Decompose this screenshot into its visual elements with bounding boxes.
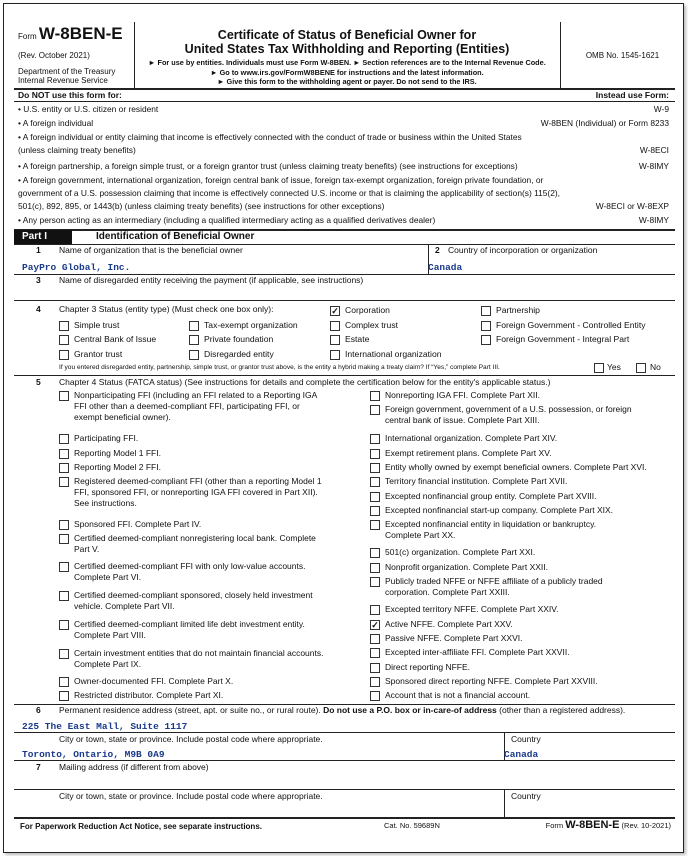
chapter4-checkbox[interactable] [370,405,380,415]
hybrid-no-checkbox[interactable] [636,363,646,373]
line3-number: 3 [36,275,41,285]
form-title-2: United States Tax Withholding and Reporting (Entities) [184,42,510,56]
chapter4-checkbox[interactable] [59,691,69,701]
chapter4-option-label: Certified deemed-compliant limited life debt investment entity. [74,619,305,629]
chapter3-checkbox[interactable] [330,335,340,345]
chapter4-option-label: Nonprofit organization. Complete Part XXII. [385,562,548,572]
chapter4-option-label: International organization. Complete Part XIV. [385,433,558,443]
do-not-use-row-text: government of a U.S. possession claiming that income is effectively connected U.S. income or that is claiming the applicability of section(s) 115(2), [18,188,560,198]
do-not-use-row-text: • A foreign individual [18,118,94,128]
line6-label [59,706,625,716]
chapter4-checkbox[interactable] [59,534,69,544]
country-value[interactable]: Canada [504,749,539,760]
chapter4-checkbox[interactable] [370,605,380,615]
line3-label: Name of disregarded entity receiving the payment (if applicable, see instructions) [59,275,364,285]
chapter4-option-label: Restricted distributor. Complete Part XI. [74,690,224,700]
chapter3-option-label: Tax-exempt organization [204,320,298,330]
chapter3-option-label: Corporation [345,305,390,315]
footer-revision: (Rev. 10-2021) [621,821,671,830]
line2-number: 2 [435,245,440,255]
hybrid-no-label: No [650,362,661,372]
chapter4-option-label: Excepted nonfinancial entity in liquidation or bankruptcy. [385,519,597,529]
chapter4-checkbox[interactable] [370,677,380,687]
chapter3-option-label: Disregarded entity [204,349,274,359]
chapter4-option-label: Owner-documented FFI. Complete Part X. [74,676,234,686]
chapter4-checkbox[interactable] [59,391,69,401]
line6-label-part-b: Do not use a P.O. box or in-care-of address [323,705,497,715]
do-not-use-row-text: 501(c), 892, 895, or 1443(b) (unless claiming treaty benefits) (see instructions for other exceptions) [18,201,385,211]
chapter4-option-label: 501(c) organization. Complete Part XXI. [385,547,536,557]
chapter4-checkbox[interactable] [370,449,380,459]
chapter4-checkbox[interactable] [370,506,380,516]
chapter4-checkbox[interactable] [59,562,69,572]
chapter4-option-label: Complete Part VI. [74,572,142,582]
chapter4-checkbox[interactable] [59,520,69,530]
form-label [18,24,123,44]
chapter4-checkbox[interactable] [59,477,69,487]
catalog-number: Cat. No. 59689N [384,821,440,830]
department: Department of the Treasury [18,67,116,76]
chapter4-checkbox[interactable] [59,620,69,630]
chapter4-option-label: Registered deemed-compliant FFI (other than a reporting Model 1 [74,476,322,486]
line4-number: 4 [36,304,41,314]
form-title-1: Certificate of Status of Beneficial Owner for [217,28,477,42]
chapter4-checkbox[interactable] [370,663,380,673]
chapter3-option-label: Estate [345,334,370,344]
chapter4-option-label: Participating FFI. [74,433,139,443]
part1-tag: Part I [14,230,72,244]
chapter4-option-label: Reporting Model 2 FFI. [74,462,161,472]
chapter4-checkbox[interactable] [370,634,380,644]
hybrid-question: If you entered disregarded entity, partnership, simple trust, or grantor trust above, is the entity a hybrid making a treaty claim? If “Yes,” complete Part III. [59,364,500,371]
chapter4-checkbox[interactable]: ✓ [371,620,379,630]
chapter3-checkbox[interactable] [189,321,199,331]
chapter3-option-label: Grantor trust [74,349,123,359]
chapter4-checkbox[interactable] [59,434,69,444]
line7-label: Mailing address (if different from above) [59,762,209,772]
city-value[interactable]: Toronto, Ontario, M9B 0A9 [22,749,165,760]
chapter3-checkbox[interactable] [330,321,340,331]
chapter4-option-label: Foreign government, government of a U.S. possession, or foreign [385,404,632,414]
chapter4-option-label: Certified deemed-compliant sponsored, closely held investment [74,590,313,600]
chapter4-option-label: Sponsored direct reporting NFFE. Complete Part XXVIII. [385,676,598,686]
chapter4-option-label: Publicly traded NFFE or NFFE affiliate of a publicly traded [385,576,603,586]
omb-number: OMB No. 1545-1621 [585,51,660,60]
form-page [3,3,684,853]
chapter4-option-label: Certified deemed-compliant FFI with only low-value accounts. [74,561,306,571]
do-not-use-row-form: W-8BEN (Individual) or Form 8233 [540,118,669,128]
address-value[interactable]: 225 The East Mall, Suite 1117 [22,721,188,732]
chapter4-checkbox[interactable] [370,520,380,530]
line2-label: Country of incorporation or organization [448,245,598,255]
chapter4-checkbox[interactable] [59,591,69,601]
do-not-use-row-form: W-8ECI or W-8EXP [595,201,669,211]
do-not-use-row-form: W-8IMY [638,161,669,171]
line5-number: 5 [36,377,41,387]
chapter4-option-label: Excepted territory NFFE. Complete Part XXIV. [385,604,559,614]
header-note-2: ► Go to www.irs.gov/FormW8BENE for instructions and the latest information. [210,68,484,77]
chapter4-option-label: FFI, sponsored FFI, or nonreporting IGA FFI covered in Part XII). [74,487,318,497]
chapter4-option-label: Sponsored FFI. Complete Part IV. [74,519,202,529]
hybrid-yes-checkbox[interactable] [594,363,604,373]
footer-form-word: Form [545,821,564,830]
do-not-use-row-text: • A foreign individual or entity claiming that income is effectively connected with the conduct of trade or business within the United States [18,132,522,142]
chapter4-option-label: Excepted inter-affiliate FFI. Complete Part XXVII. [385,647,570,657]
chapter4-option-label: Certain investment entities that do not maintain financial accounts. [74,648,324,658]
line7-number: 7 [36,762,41,772]
chapter3-option-label: International organization [345,349,442,359]
chapter3-option-label: Partnership [496,305,540,315]
chapter3-option-label: Foreign Government - Integral Part [496,334,630,344]
line4-label: Chapter 3 Status (entity type) (Must check one box only): [59,304,274,314]
line6-label-part-a: Permanent residence address (street, apt. or suite no., or rural route). [59,705,324,715]
chapter4-option-label: Direct reporting NFFE. [385,662,471,672]
chapter4-option-label: Part V. [74,544,100,554]
chapter4-option-label: Nonparticipating FFI (including an FFI related to a Reporting IGA [74,390,318,400]
header-note-3: ► Give this form to the withholding agent or payer. Do not send to the IRS. [217,77,477,86]
chapter3-option-label: Simple trust [74,320,120,330]
chapter4-checkbox[interactable] [370,463,380,473]
chapter3-checkbox[interactable]: ✓ [331,306,339,316]
chapter4-checkbox[interactable] [370,492,380,502]
chapter4-checkbox[interactable] [370,577,380,587]
chapter3-checkbox[interactable] [481,321,491,331]
footer-form [546,819,671,832]
chapter4-option-label: Active NFFE. Complete Part XXV. [385,619,513,629]
line5-label: Chapter 4 Status (FATCA status) (See instructions for details and complete the certification below for the entity's applicable status.) [59,377,551,387]
country-incorporation-value[interactable]: Canada [428,262,463,273]
do-not-use-row-form: W-8ECI [639,145,669,155]
chapter4-option-label: Complete Part XX. [385,530,456,540]
chapter4-checkbox[interactable] [370,563,380,573]
chapter4-option-label: Excepted nonfinancial group entity. Complete Part XVIII. [385,491,597,501]
chapter4-option-label: Reporting Model 1 FFI. [74,448,161,458]
do-not-use-heading: Do NOT use this form for: [18,90,122,100]
chapter4-checkbox[interactable] [370,391,380,401]
mailing-city-label: City or town, state or province. Include postal code where appropriate. [59,791,323,801]
chapter4-checkbox[interactable] [370,434,380,444]
chapter3-checkbox[interactable] [481,335,491,345]
hybrid-yes-label: Yes [607,362,621,372]
chapter3-checkbox[interactable] [59,335,69,345]
city-label: City or town, state or province. Include postal code where appropriate. [59,734,323,744]
chapter3-checkbox[interactable] [189,335,199,345]
do-not-use-row-text: (unless claiming treaty benefits) [18,145,136,155]
revision: (Rev. October 2021) [18,51,90,60]
instead-use-heading: Instead use Form: [595,90,669,100]
chapter4-option-label: FFI other than a deemed-compliant FFI, participating FFI, or [74,401,300,411]
chapter3-option-label: Foreign Government - Controlled Entity [496,320,646,330]
chapter4-option-label: Certified deemed-compliant nonregistering local bank. Complete [74,533,316,543]
chapter3-option-label: Private foundation [204,334,274,344]
chapter4-option-label: Complete Part IX. [74,659,142,669]
chapter4-checkbox[interactable] [370,691,380,701]
chapter3-checkbox[interactable] [481,306,491,316]
chapter4-option-label: Complete Part VIII. [74,630,146,640]
do-not-use-row-text: • U.S. entity or U.S. citizen or resident [18,104,159,114]
chapter4-checkbox[interactable] [59,463,69,473]
line6-number: 6 [36,705,41,715]
do-not-use-row-form: W-8IMY [638,215,669,225]
do-not-use-row-form: W-9 [653,104,669,114]
chapter4-option-label: Entity wholly owned by exempt beneficial owners. Complete Part XVI. [385,462,647,472]
chapter4-option-label: central bank of issue. Complete Part XIII. [385,415,540,425]
chapter4-checkbox[interactable] [370,648,380,658]
chapter4-checkbox[interactable] [59,449,69,459]
part1-title: Identification of Beneficial Owner [96,231,255,242]
chapter4-checkbox[interactable] [370,477,380,487]
header-note-1: ► For use by entities. Individuals must use Form W-8BEN. ► Section references are to the Internal Revenue Code. [148,58,546,67]
chapter4-checkbox[interactable] [59,649,69,659]
chapter4-option-label: corporation. Complete Part XXIII. [385,587,510,597]
chapter4-checkbox[interactable] [370,548,380,558]
footer-form-name: W-8BEN-E [565,819,620,831]
chapter4-option-label: Territory financial institution. Complete Part XVII. [385,476,568,486]
chapter4-option-label: Nonreporting IGA FFI. Complete Part XII. [385,390,540,400]
chapter4-option-label: exempt beneficial owner). [74,412,171,422]
do-not-use-row-text: • A foreign partnership, a foreign simple trust, or a foreign grantor trust (unless claiming treaty benefits) (see instructions for exceptions) [18,161,518,171]
line1-label: Name of organization that is the beneficial owner [59,245,243,255]
chapter3-option-label: Central Bank of Issue [74,334,157,344]
chapter3-checkbox[interactable] [330,350,340,360]
agency: Internal Revenue Service [18,76,108,85]
line1-number: 1 [36,245,41,255]
chapter3-checkbox[interactable] [189,350,199,360]
chapter4-option-label: Passive NFFE. Complete Part XXVI. [385,633,523,643]
chapter4-option-label: See instructions. [74,498,137,508]
chapter4-option-label: Excepted nonfinancial start-up company. Complete Part XIX. [385,505,614,515]
chapter4-checkbox[interactable] [59,677,69,687]
chapter3-checkbox[interactable] [59,350,69,360]
paperwork-notice: For Paperwork Reduction Act Notice, see separate instructions. [20,822,262,831]
do-not-use-row-text: • A foreign government, international organization, foreign central bank of issue, foreign tax-exempt organization, foreign private foundation, or [18,175,544,185]
org-name-value[interactable]: PayPro Global, Inc. [22,262,131,273]
chapter4-option-label: Exempt retirement plans. Complete Part XV. [385,448,552,458]
chapter3-option-label: Complex trust [345,320,399,330]
do-not-use-row-text: • Any person acting as an intermediary (including a qualified intermediary acting as a qualified derivatives dealer) [18,215,436,225]
chapter3-checkbox[interactable] [59,321,69,331]
mailing-country-label: Country [511,791,541,801]
line6-label-part-c: (other than a registered address). [496,705,626,715]
chapter4-option-label: vehicle. Complete Part VII. [74,601,175,611]
chapter4-option-label: Account that is not a financial account. [385,690,531,700]
form-word: Form [18,32,37,41]
country-label: Country [511,734,541,744]
form-number: W-8BEN-E [38,24,123,43]
